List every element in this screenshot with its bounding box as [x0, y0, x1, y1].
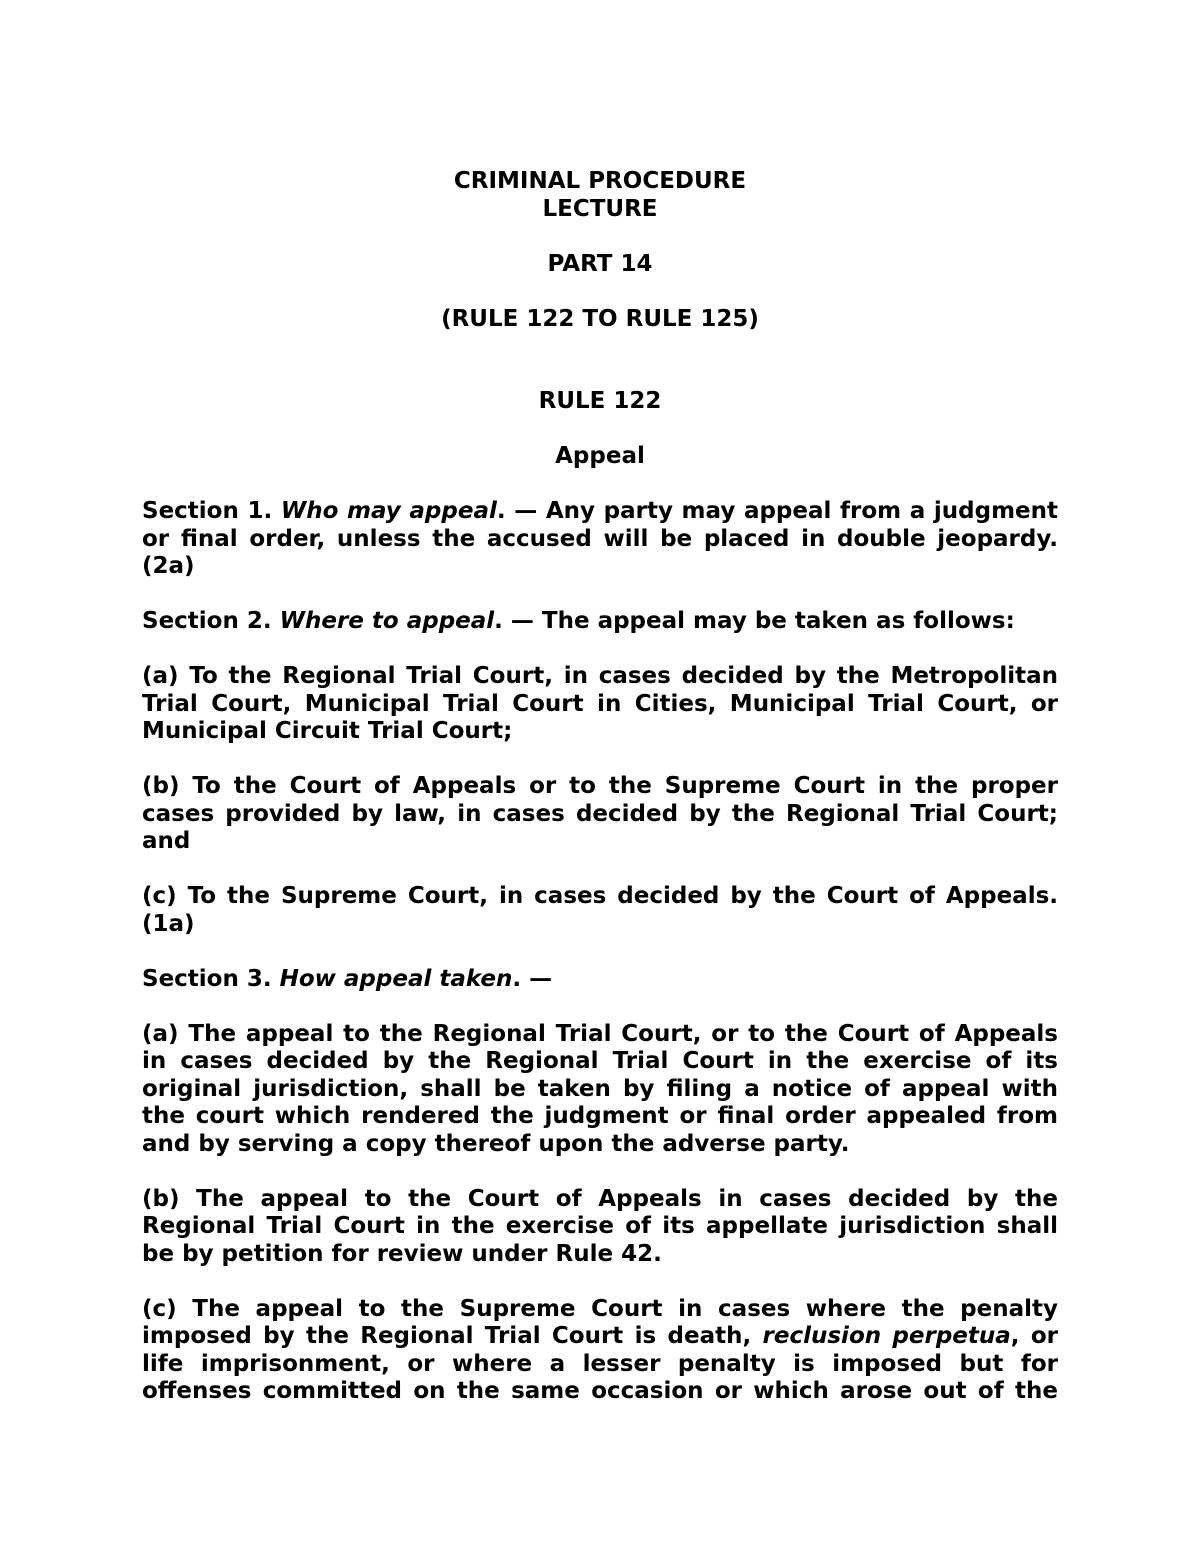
section-3-item-c-pre: (c) The appeal to the Supreme Court in cases where the penalty imposed by the Regional Trial Court is death, — [142, 1295, 1058, 1349]
section-1-title: Who may appeal — [280, 498, 497, 524]
section-3-item-b: (b) The appeal to the Court of Appeals in cases decided by the Regional Trial Court in the exercise of its appellate jurisdiction shall be by petition for review under Rule 42. — [142, 1185, 1058, 1267]
rule-title: Appeal — [555, 443, 645, 469]
section-2 — [142, 608, 1058, 636]
section-1-text: . — Any party may appeal from a judgment or final order, unless the accused will be placed in double jeopardy. (2a) — [142, 498, 1059, 579]
rule-heading: RULE 122 — [538, 388, 662, 414]
section-1 — [142, 498, 1058, 581]
document-page — [142, 168, 1058, 1406]
section-2-item-a: (a) To the Regional Trial Court, in cases decided by the Metropolitan Trial Court, Municipal Trial Court in Cities, Municipal Trial Court, or Municipal Circuit Trial Court; — [142, 663, 1058, 744]
section-2-label: Section 2. — [142, 608, 280, 634]
section-2-item-c: (c) To the Supreme Court, in cases decided by the Court of Appeals. (1a) — [142, 883, 1058, 937]
doc-title-line1: CRIMINAL PROCEDURE — [453, 168, 747, 194]
section-3-item-c-post: , or life imprisonment, or where a lesser penalty is imposed but for offenses committed on the same occasion or which arose out of the — [142, 1323, 1058, 1404]
section-3-text: . — — [512, 965, 553, 992]
part-heading: PART 14 — [547, 250, 653, 277]
rule-range-heading: (RULE 122 TO RULE 125) — [441, 305, 759, 332]
section-3-title: How appeal taken — [279, 965, 513, 992]
section-1-label: Section 1. — [142, 498, 281, 524]
section-3-item-a: (a) The appeal to the Regional Trial Court, or to the Court of Appeals in cases decided by the Regional Trial Court in the exercise of its original jurisdiction, shall be taken by filing a notice of appeal with the court which rendered the judgment or final order appealed from and by serving a copy thereof upon the adverse party. — [142, 1020, 1058, 1157]
section-2-item-b: (b) To the Court of Appeals or to the Supreme Court in the proper cases provided by law, in cases decided by the Regional Trial Court; and — [142, 773, 1058, 854]
section-2-title: Where to appeal — [279, 608, 495, 634]
section-3-item-c — [142, 1296, 1058, 1406]
section-3 — [142, 966, 1058, 994]
doc-title-line2: LECTURE — [542, 195, 658, 222]
section-3-item-c-italic: reclusion perpetua — [762, 1323, 1011, 1349]
section-2-text: . — The appeal may be taken as follows: — [494, 608, 1015, 634]
section-3-label: Section 3. — [142, 965, 280, 992]
